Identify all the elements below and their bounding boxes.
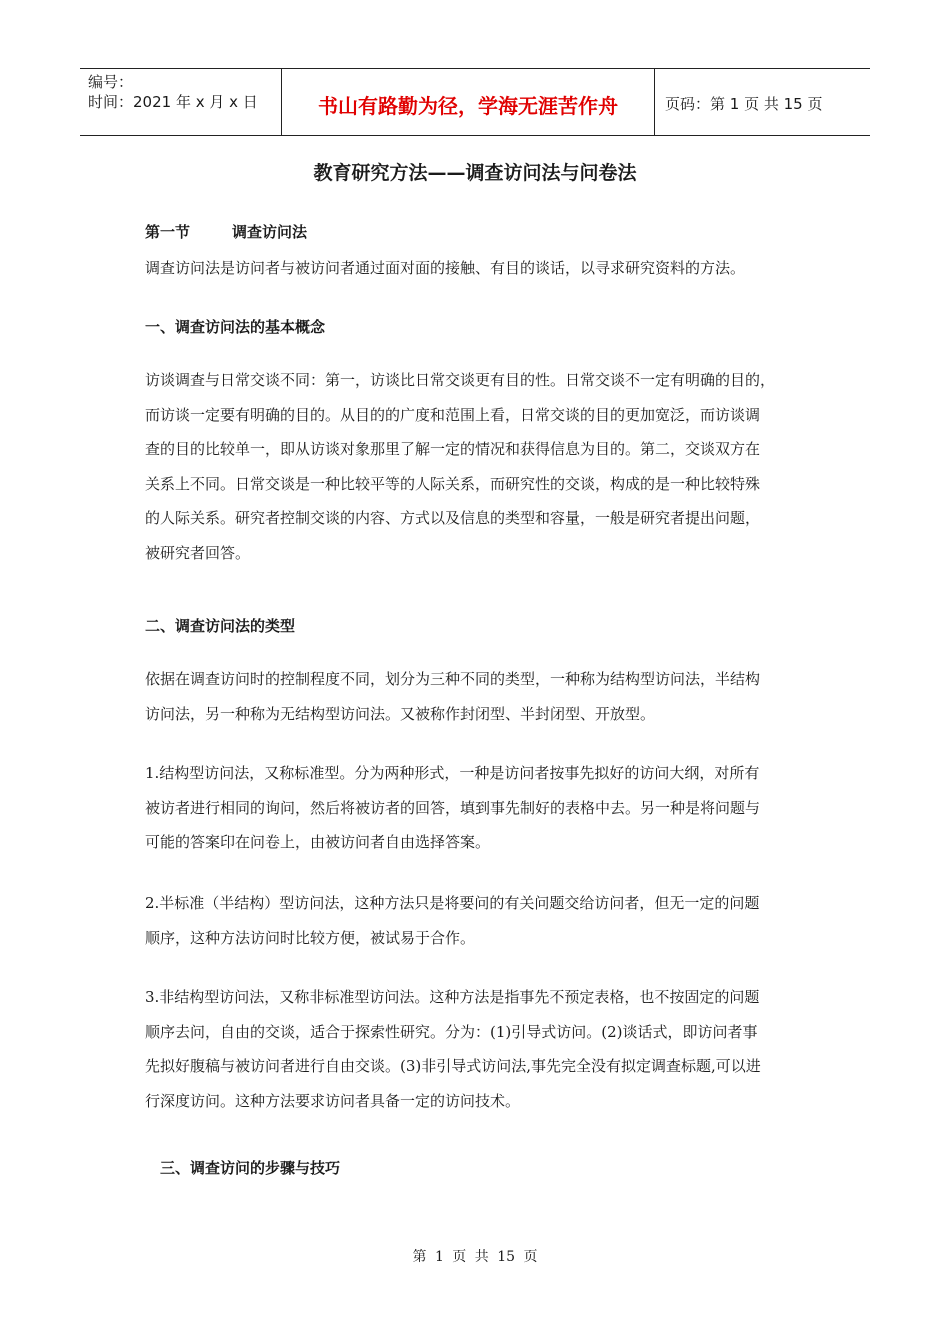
part1-heading: 一、调查访问法的基本概念 xyxy=(145,318,326,336)
document-number-label: 编号： xyxy=(88,73,134,91)
part1-body xyxy=(145,363,815,570)
text-line: 先拟好腹稿与被访问者进行自由交谈。(3)非引导式访问法,事先完全没有拟定调查标题,可以进 xyxy=(145,1057,761,1075)
part2-item1 xyxy=(145,756,815,860)
section-name: 调查访问法 xyxy=(232,223,308,241)
text-line: 依据在调查访问时的控制程度不同，划分为三种不同的类型，一种称为结构型访问法，半结构 xyxy=(145,670,761,688)
part2-item3 xyxy=(145,980,815,1118)
text-line: 被研究者回答。 xyxy=(145,543,251,562)
document-date: 时间：2021 年 x 月 x 日 xyxy=(88,93,258,111)
part3-heading: 三、调查访问的步骤与技巧 xyxy=(160,1159,341,1177)
page-footer: 第 1 页 共 15 页 xyxy=(412,1249,538,1265)
text-line: 3.非结构型访问法，又称非标准型访问法。这种方法是指事先不预定表格，也不按固定的问题 xyxy=(145,988,760,1006)
text-line: 行深度访问。这种方法要求访问者具备一定的访问技术。 xyxy=(145,1091,521,1110)
text-line: 查的目的比较单一，即从访谈对象那里了解一定的情况和获得信息为目的。第二，交谈双方在 xyxy=(145,440,761,458)
header-page-info: 页码：第 1 页 共 15 页 xyxy=(665,94,823,113)
page-header xyxy=(80,68,870,136)
part2-intro xyxy=(145,662,815,731)
text-line: 的人际关系。研究者控制交谈的内容、方式以及信息的类型和容量，一般是研究者提出问题， xyxy=(145,509,761,527)
section-heading xyxy=(145,221,815,242)
text-line: 访问法，另一种称为无结构型访问法。又被称作封闭型、半封闭型、开放型。 xyxy=(145,704,656,723)
document-title: 教育研究方法——调查访问法与问卷法 xyxy=(313,162,637,184)
text-line: 2.半标准（半结构）型访问法，这种方法只是将要问的有关问题交给访问者，但无一定的问题 xyxy=(145,894,760,912)
text-line: 可能的答案印在问卷上，由被访问者自由选择答案。 xyxy=(145,833,491,851)
text-line: 1.结构型访问法，又称标准型。分为两种形式，一种是访问者按事先拟好的访问大纲，对所有 xyxy=(145,764,760,782)
text-line: 关系上不同。日常交谈是一种比较平等的人际关系，而研究性的交谈，构成的是一种比较特殊 xyxy=(145,474,761,493)
section-label: 第一节 xyxy=(145,223,191,241)
intro-paragraph: 调查访问法是访问者与被访问者通过面对面的接触、有目的谈话，以寻求研究资料的方法。 xyxy=(145,259,746,277)
part2-item2 xyxy=(145,886,815,955)
text-line: 被访者进行相同的询问，然后将被访者的回答，填到事先制好的表格中去。另一种是将问题与 xyxy=(145,798,761,817)
part2-heading: 二、调查访问法的类型 xyxy=(145,617,296,635)
text-line: 顺序，这种方法访问时比较方便，被试易于合作。 xyxy=(145,928,476,947)
text-line: 访谈调查与日常交谈不同：第一，访谈比日常交谈更有目的性。日常交谈不一定有明确的目的， xyxy=(145,371,776,389)
text-line: 顺序去问，自由的交谈，适合于探索性研究。分为：(1)引导式访问。(2)谈话式，即访问者事 xyxy=(145,1022,758,1041)
header-meta xyxy=(80,69,282,135)
section-intro xyxy=(145,251,815,286)
header-motto: 书山有路勤为径，学海无涯苦作舟 xyxy=(282,69,655,135)
text-line: 而访谈一定要有明确的目的。从目的的广度和范围上看，日常交谈的目的更加宽泛，而访谈调 xyxy=(145,405,761,424)
